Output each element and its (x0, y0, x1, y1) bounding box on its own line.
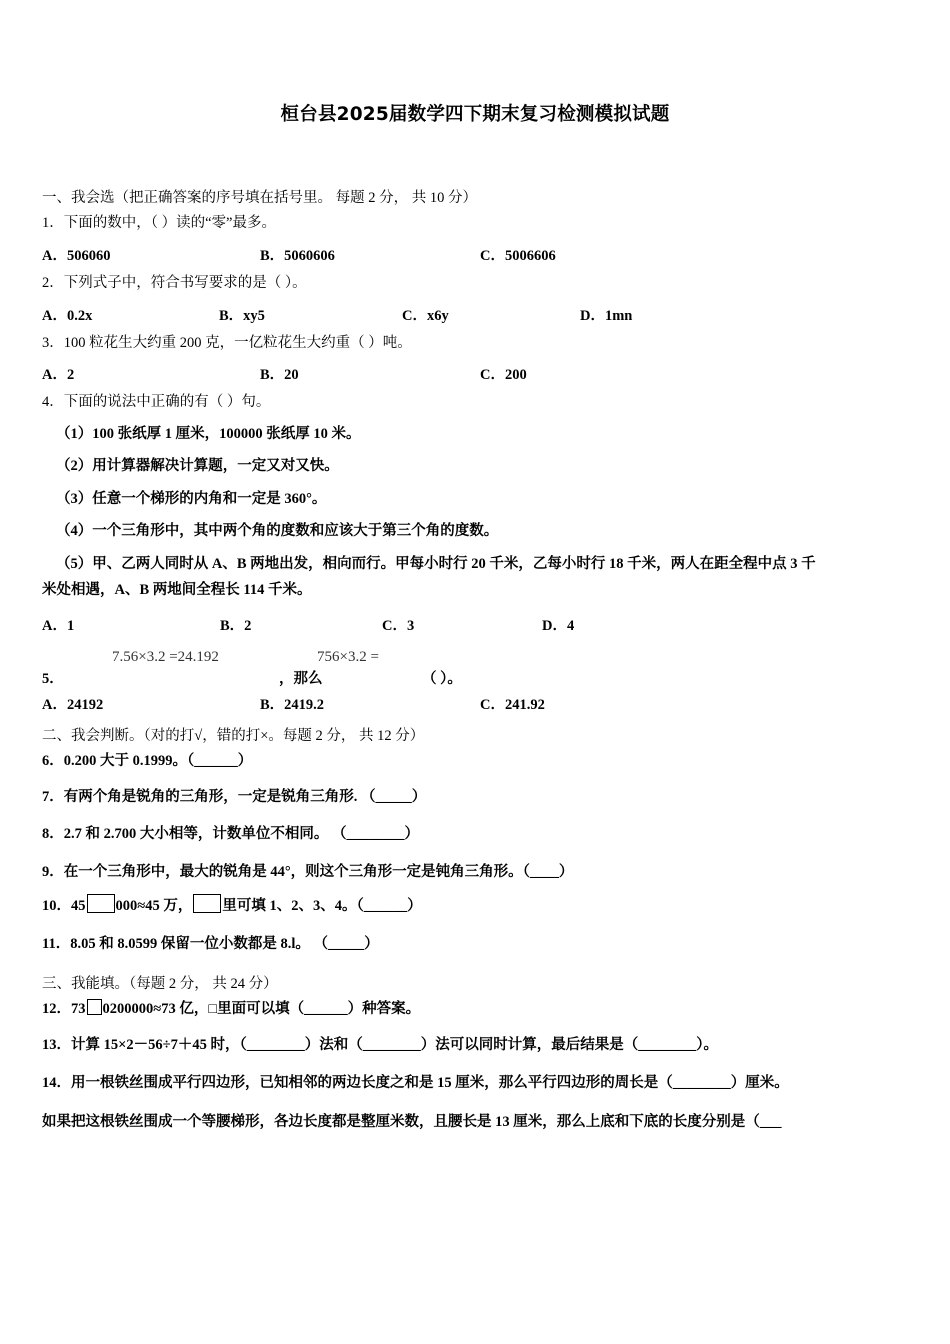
question-10-part-3: 里可填 1、2、3、4。（______） (222, 897, 422, 914)
option-c[interactable]: C．200 (480, 367, 527, 384)
question-11-text: 11．8.05 和 8.0599 保留一位小数都是 8.l。 （_____） (42, 936, 379, 953)
question-5-expression-1: 7.56×3.2 =24.192 (112, 648, 219, 665)
option-c[interactable]: C．5006606 (480, 247, 556, 264)
question-5-expression-2: 756×3.2 = (317, 648, 379, 665)
question-4-sub-3: （3）任意一个梯形的内角和一定是 360°。 (56, 490, 327, 507)
question-3-text: 3．100 粒花生大约重 200 克，一亿粒花生大约重（ ）吨。 (42, 334, 412, 351)
option-a[interactable]: A．0.2x (42, 307, 93, 324)
question-9-text: 9．在一个三角形中，最大的锐角是 44°，则这个三角形一定是钝角三角形。（____） (42, 864, 574, 881)
question-10-part-1: 10．45 (42, 897, 86, 914)
question-5-middle-text: ，那么 (279, 670, 323, 687)
option-c[interactable]: C．241.92 (480, 696, 545, 713)
option-b[interactable]: B．2 (220, 617, 252, 634)
option-a[interactable]: A．2 (42, 367, 75, 384)
option-b[interactable]: B．20 (260, 367, 299, 384)
question-2-text: 2．下列式子中，符合书写要求的是（ ）。 (42, 274, 307, 291)
option-c[interactable]: C．3 (382, 617, 415, 634)
option-b[interactable]: B．2419.2 (260, 696, 325, 713)
question-5-number: 5． (42, 670, 64, 687)
question-14-text: 14．用一根铁丝围成平行四边形，已知相邻的两边长度之和是 15 厘米，那么平行四边形的周长是（________）厘米。 (42, 1074, 789, 1091)
question-8-text: 8．2.7 和 2.700 大小相等，计数单位不相同。 （________） (42, 826, 419, 843)
option-a[interactable]: A．506060 (42, 247, 111, 264)
question-4-text: 4．下面的说法中正确的有（ ）句。 (42, 394, 271, 411)
section-heading-3: 三、我能填。（每题 2 分， 共 24 分） (42, 976, 278, 993)
question-4-sub-5: （5）甲、乙两人同时从 A、B 两地出发，相向而行。甲每小时行 20 千米，乙每小时行 18 千米，两人在距全程中点 3 千 (56, 555, 816, 572)
question-12-part-1: 12．73 (42, 1001, 86, 1018)
question-2-options (42, 304, 908, 322)
option-d[interactable]: D．4 (542, 617, 575, 634)
question-5-text (42, 643, 908, 689)
question-1-text: 1．下面的数中，（ ）读的“零”最多。 (42, 215, 276, 231)
question-4-sub-5-continued: 米处相遇，A、B 两地间全程长 114 千米。 (42, 582, 312, 599)
section-heading-2: 二、我会判断。（对的打√，错的打×。每题 2 分， 共 12 分） (42, 727, 425, 744)
question-3-options (42, 363, 908, 384)
option-b[interactable]: B．5060606 (260, 247, 335, 264)
page-title: 桓台县2025届数学四下期末复习检测模拟试题 (280, 104, 670, 125)
section-heading-1: 一、我会选（把正确答案的序号填在括号里。 每题 2 分， 共 10 分） (42, 190, 477, 206)
question-6-text: 6．0.200 大于 0.1999。（______） (42, 752, 253, 769)
question-12-text (42, 999, 908, 1021)
question-7-text: 7．有两个角是锐角的三角形，一定是锐角三角形. （_____） (42, 788, 427, 805)
question-10-text (42, 893, 908, 921)
question-4-sub-4: （4）一个三角形中，其中两个角的度数和应该大于第三个角的度数。 (56, 523, 499, 540)
option-c[interactable]: C．x6y (402, 307, 449, 324)
question-10-part-2: 000≈45 万， (115, 897, 193, 914)
option-a[interactable]: A．1 (42, 617, 75, 634)
question-5-tail-text: （ ）。 (422, 670, 462, 687)
question-12-part-2: 0200000≈73 亿，□里面可以填（______）种答案。 (102, 1001, 421, 1018)
answer-box-1[interactable] (87, 894, 115, 913)
question-4-sub-2: （2）用计算器解决计算题，一定又对又快。 (56, 458, 339, 475)
option-d[interactable]: D．1mn (580, 307, 633, 324)
answer-box-3[interactable] (87, 999, 102, 1015)
question-4-options (42, 614, 908, 632)
option-a[interactable]: A．24192 (42, 696, 104, 713)
option-b[interactable]: B．xy5 (219, 307, 265, 324)
question-14-continued: 如果把这根铁丝围成一个等腰梯形，各边长度都是整厘米数，且腰长是 13 厘米，那么上底和下底的长度分别是（___ (42, 1114, 782, 1131)
question-5-options (42, 693, 908, 711)
answer-box-2[interactable] (193, 894, 221, 913)
question-1-options (42, 244, 908, 262)
question-13-text: 13．计算 15×2－56÷7＋45 时，（________）法和（________）法可以同时计算，最后结果是（________）。 (42, 1036, 718, 1053)
question-4-sub-1: （1）100 张纸厚 1 厘米，100000 张纸厚 10 米。 (56, 426, 361, 442)
